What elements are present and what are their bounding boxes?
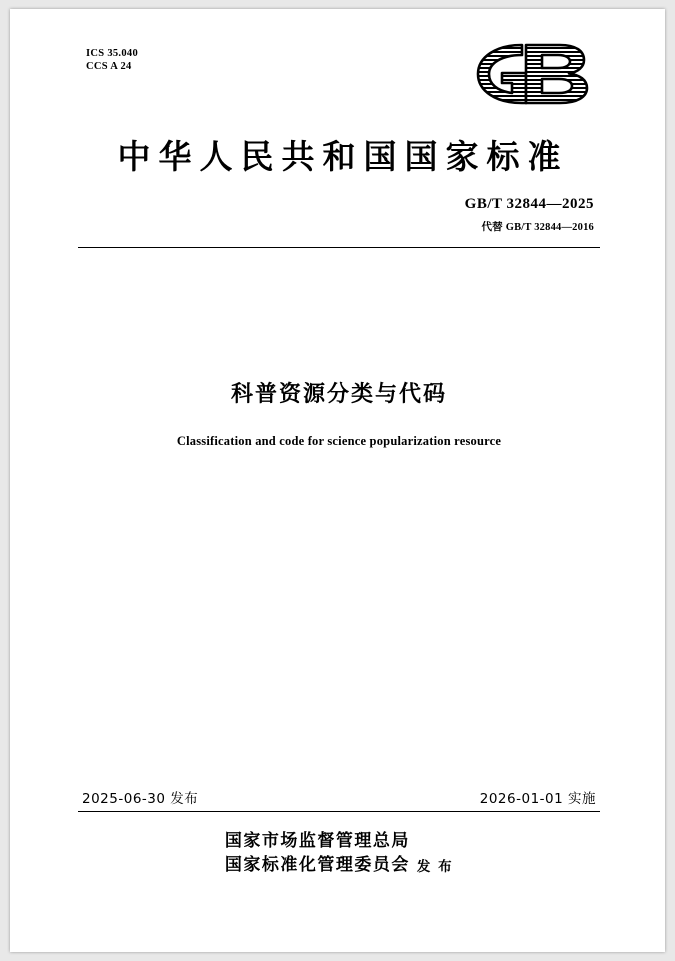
divider-bottom [78,811,600,812]
standard-cover-page [10,9,665,952]
document-title-cn: 科普资源分类与代码 [230,382,447,407]
ics-ccs-block [86,47,138,73]
issuer-block [78,829,600,877]
divider-top [78,247,600,248]
document-title-en: Classification and code for science popularization resource [176,434,502,448]
ccs-code: CCS A 24 [86,61,132,72]
issue-date: 2025-06-30 发布 [82,791,199,807]
issuer-line-2: 国家标准化管理委员会 [224,855,410,875]
issuer-names [225,829,410,877]
page-title: 中华人民共和国国家标准 [117,137,569,176]
implementation-date: 2026-01-01 实施 [479,791,596,807]
standard-number: GB/T 32844—2025 [464,196,594,212]
page-content-area [78,39,600,919]
issuer-line-1: 国家市场监督管理总局 [224,831,410,851]
gb-logo-icon [464,39,594,109]
issuer-publish-label: 发 布 [416,859,454,875]
ics-code: ICS 35.040 [86,48,139,59]
standard-replaces: 代替 GB/T 32844—2016 [481,222,594,233]
